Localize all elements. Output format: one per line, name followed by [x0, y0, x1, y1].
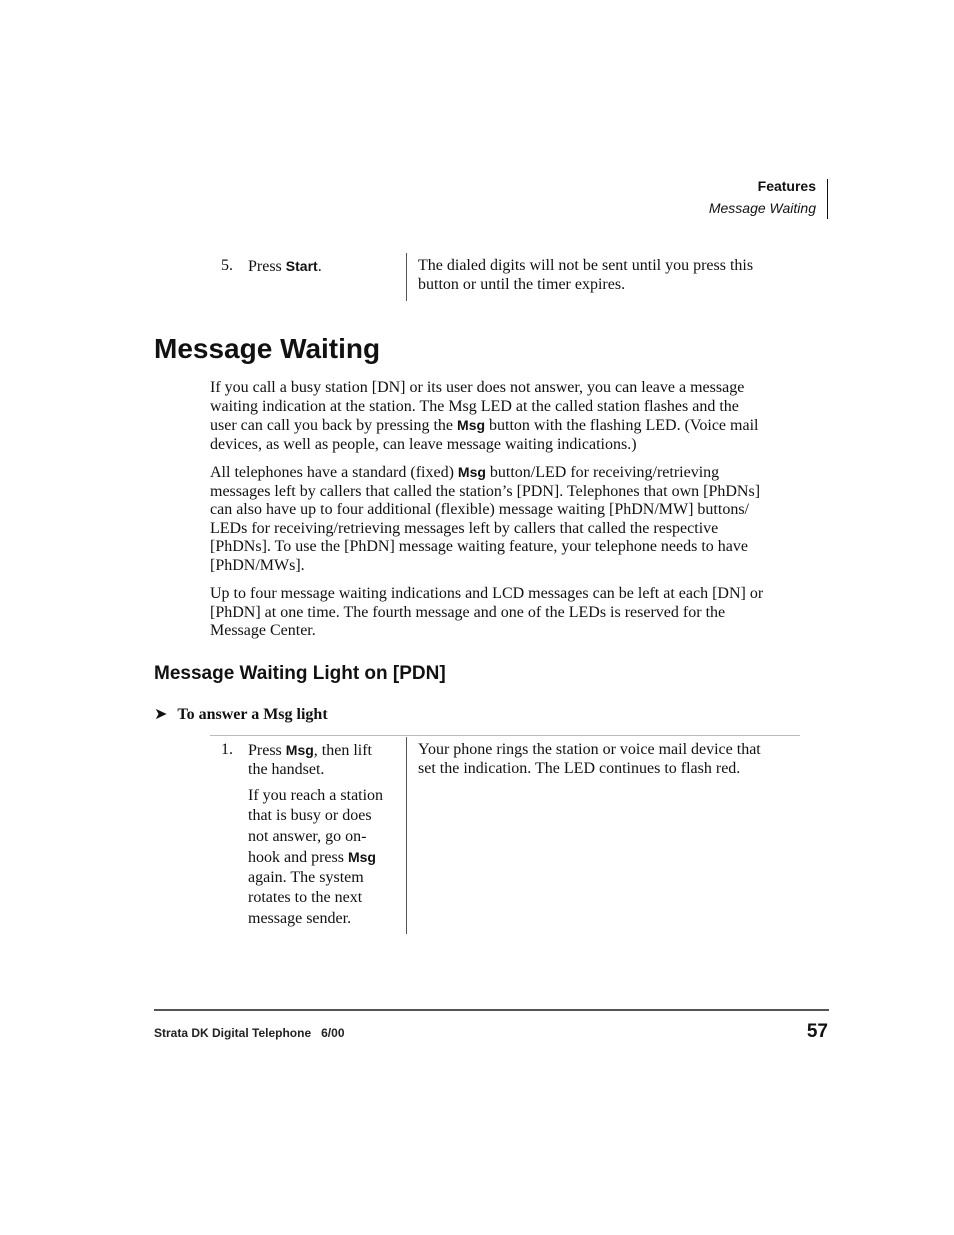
header-divider — [827, 179, 828, 219]
msg-key-label: Msg — [457, 417, 486, 433]
text-line: message sender. — [248, 909, 352, 927]
text-span: user can call you back by pressing the — [210, 417, 458, 434]
text-span: hook and press — [248, 848, 348, 866]
procedure-text: To answer a Msg light — [177, 706, 328, 723]
step-result — [418, 741, 761, 778]
step-divider — [406, 253, 407, 301]
text-line: waiting indication at the station. The Msg LED at the called station flashes and the — [210, 397, 739, 415]
text-span: All telephones have a standard (fixed) — [210, 464, 458, 481]
text-line: the handset. — [248, 760, 325, 778]
procedure-label — [154, 704, 328, 724]
msg-key-label: Msg — [457, 464, 486, 480]
step-instruction — [248, 257, 322, 277]
text-span: button with the flashing LED. (Voice mail — [485, 417, 759, 434]
section-heading: Message Waiting Light on [PDN] — [154, 663, 446, 684]
step-result — [418, 257, 753, 294]
text-line — [248, 741, 400, 761]
text-line: messages left by callers that called the station’s [PDN]. Telephones that own [PhDNs] — [210, 482, 761, 500]
step-instruction — [248, 741, 400, 779]
text-span: , then lift — [313, 742, 372, 759]
msg-key-label: Msg — [285, 742, 314, 758]
table-top-rule — [210, 735, 800, 736]
step-note — [248, 786, 400, 929]
msg-key-label: Msg — [347, 848, 376, 865]
paragraph-intro — [210, 379, 802, 454]
header-section: Features — [757, 178, 816, 194]
text-line: If you call a busy station [DN] or its user does not answer, you can leave a message — [210, 379, 745, 396]
page-number: 57 — [806, 1021, 828, 1042]
paragraph-limits — [210, 585, 802, 641]
text-line: [PhDN] at one time. The fourth message and one of the LEDs is reserved for the — [210, 603, 726, 621]
text-line — [210, 463, 802, 483]
result-line: Your phone rings the station or voice mail device that — [418, 741, 761, 758]
page-title: Message Waiting — [154, 333, 381, 364]
text-line: rotates to the next — [248, 889, 363, 907]
text-line — [248, 847, 400, 868]
header-subsection: Message Waiting — [708, 200, 816, 216]
arrow-icon: ➤ — [154, 704, 168, 723]
step-divider — [406, 737, 407, 934]
footer-text: Strata DK Digital Telephone 6/00 — [154, 1026, 345, 1040]
start-key-label: Start — [285, 258, 318, 274]
text-span: Press — [248, 742, 286, 759]
text-span: button/LED for receiving/retrieving — [485, 464, 720, 481]
text-line: not answer, go on- — [248, 827, 367, 845]
result-line: The dialed digits will not be sent until you press this — [418, 257, 754, 274]
paragraph-telephones — [210, 463, 802, 575]
result-line: set the indication. The LED continues to flash red. — [418, 759, 741, 777]
result-line: button or until the timer expires. — [418, 275, 626, 293]
text-line: LEDs for receiving/retrieving messages left by callers that called the respective — [210, 519, 719, 537]
footer-rule — [154, 1009, 829, 1011]
step-number: 1. — [221, 741, 233, 758]
text-line: If you reach a station — [248, 787, 384, 804]
text-line: that is busy or does — [248, 807, 372, 825]
text-line: can also have up to four additional (flexible) message waiting [PhDN/MW] buttons/ — [210, 501, 749, 518]
step-number: 5. — [221, 257, 233, 274]
step-suffix: . — [317, 258, 322, 275]
text-line: again. The system — [248, 869, 364, 887]
text-line: Message Center. — [210, 622, 316, 639]
text-line: devices, as well as people, can leave message waiting indications.) — [210, 435, 637, 453]
text-line: [PhDN/MWs]. — [210, 556, 305, 574]
step-prefix: Press — [248, 258, 286, 275]
text-line: Up to four message waiting indications and LCD messages can be left at each [DN] or — [210, 585, 764, 602]
text-line — [210, 416, 802, 436]
text-line: [PhDNs]. To use the [PhDN] message waiting feature, your telephone needs to have — [210, 538, 748, 555]
